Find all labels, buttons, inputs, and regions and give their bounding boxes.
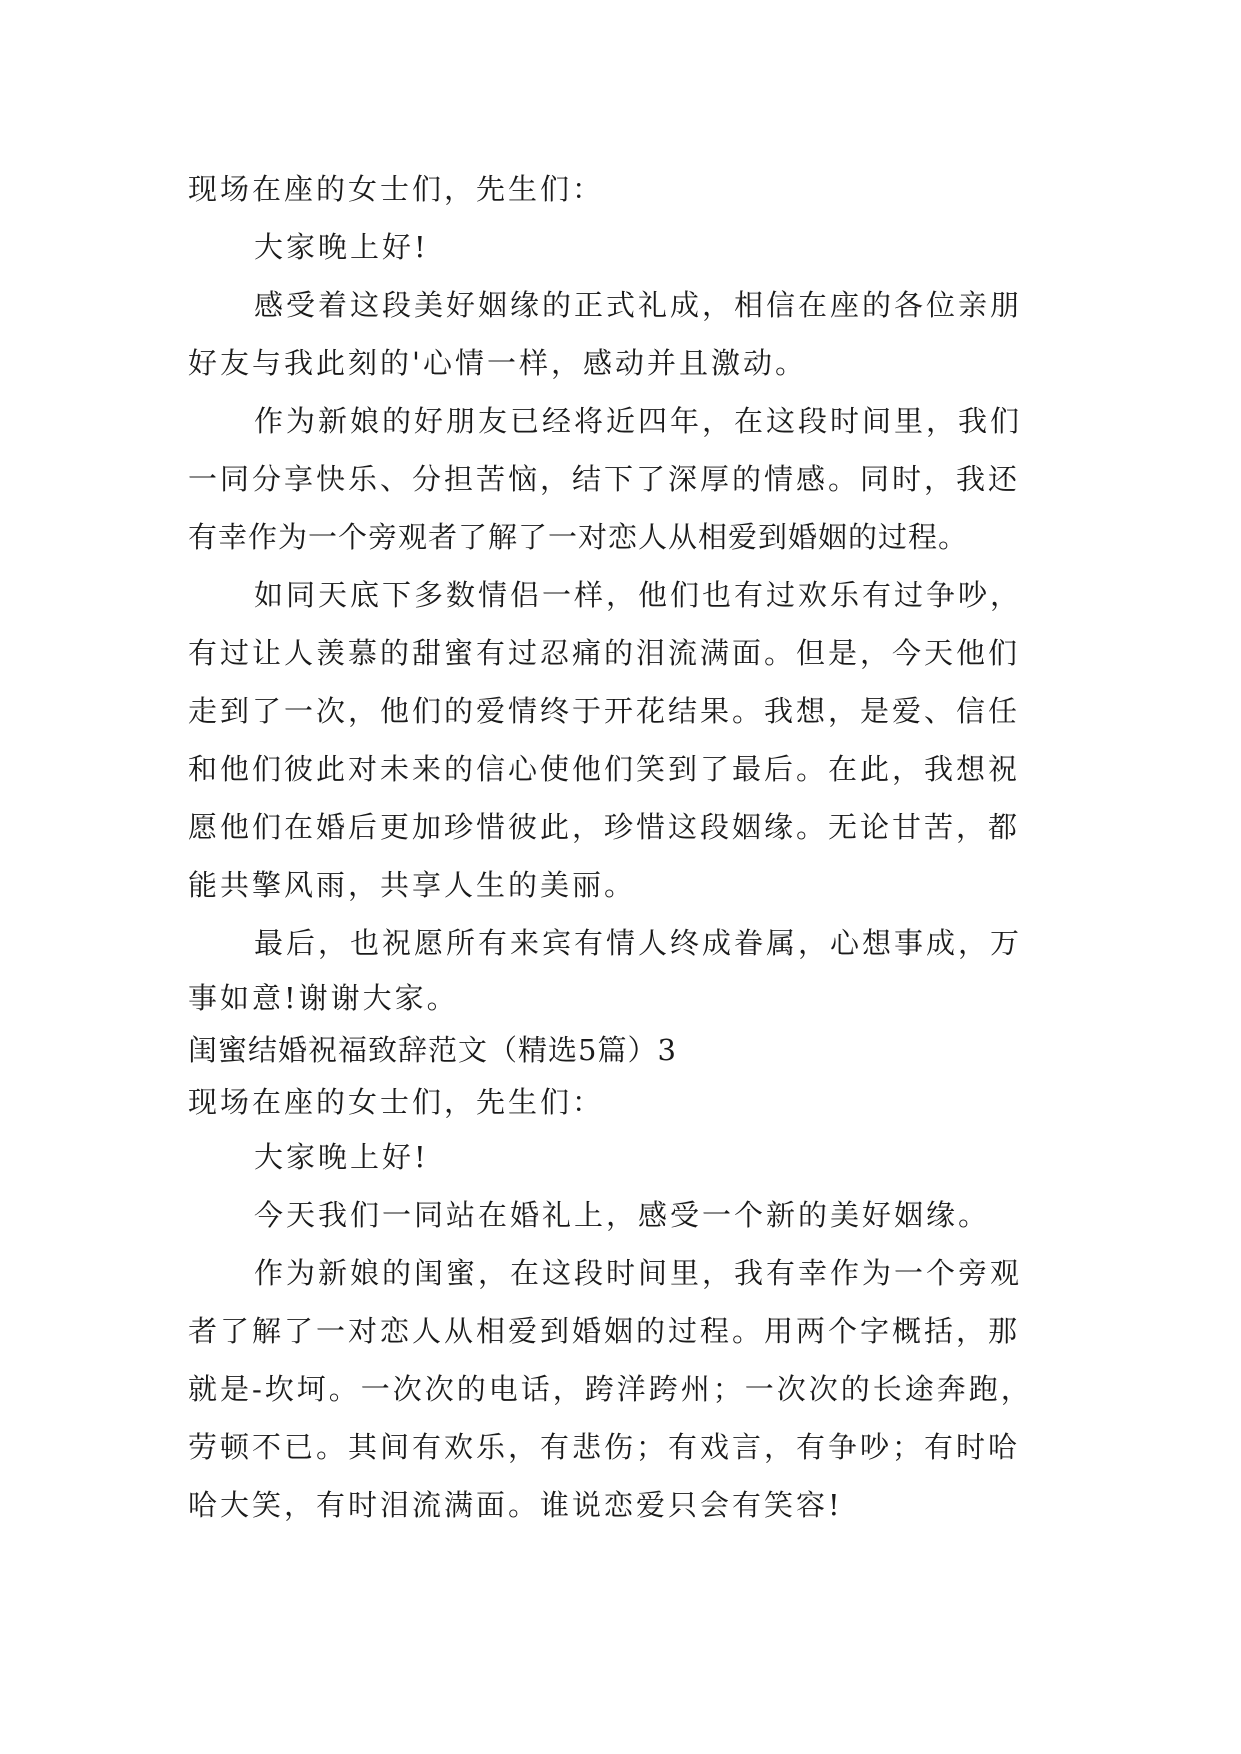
text-line: 就是-坎坷。一次次的电话，跨洋跨州；一次次的长途奔跑， [188, 1372, 1033, 1406]
text-line: 能共擎风雨，共享人生的美丽。 [188, 868, 637, 902]
text-line: 愿他们在婚后更加珍惜彼此，珍惜这段姻缘。无论甘苦，都 [188, 810, 1021, 844]
text-line: 有幸作为一个旁观者了解了一对恋人从相爱到婚姻的过程。 [188, 520, 969, 554]
text-line: 作为新娘的好朋友已经将近四年，在这段时间里，我们 [254, 404, 1023, 438]
document-body [188, 160, 1068, 1534]
section-heading: 闺蜜结婚祝福致辞范文（精选5篇）3 [188, 1033, 677, 1067]
text-line: 好友与我此刻的'心情一样，感动并且激动。 [188, 346, 807, 380]
text-line: 大家晚上好! [254, 230, 429, 264]
text-line: 一同分享快乐、分担苦恼，结下了深厚的情感。同时，我还 [188, 462, 1021, 496]
text-line: 劳顿不已。其间有欢乐，有悲伤；有戏言，有争吵；有时哈 [188, 1430, 1021, 1464]
text-line: 现场在座的女士们，先生们： [188, 172, 605, 206]
text-line: 和他们彼此对未来的信心使他们笑到了最后。在此，我想祝 [188, 752, 1021, 786]
text-line: 走到了一次，他们的爱情终于开花结果。我想，是爱、信任 [188, 694, 1021, 728]
text-line: 感受着这段美好姻缘的正式礼成，相信在座的各位亲朋 [254, 288, 1023, 322]
text-line: 大家晚上好! [254, 1140, 429, 1174]
text-line: 哈大笑，有时泪流满面。谁说恋爱只会有笑容! [188, 1488, 843, 1522]
text-line: 如同天底下多数情侣一样，他们也有过欢乐有过争吵， [254, 578, 1023, 612]
text-line: 作为新娘的闺蜜，在这段时间里，我有幸作为一个旁观 [254, 1256, 1023, 1290]
text-line: 事如意!谢谢大家。 [188, 981, 459, 1015]
text-line: 今天我们一同站在婚礼上，感受一个新的美好姻缘。 [254, 1198, 991, 1232]
text-line: 有过让人羡慕的甜蜜有过忍痛的泪流满面。但是，今天他们 [188, 636, 1021, 670]
text-line: 最后，也祝愿所有来宾有情人终成眷属，心想事成，万 [254, 926, 1023, 960]
text-line: 现场在座的女士们，先生们： [188, 1085, 605, 1119]
text-line: 者了解了一对恋人从相爱到婚姻的过程。用两个字概括，那 [188, 1314, 1021, 1348]
